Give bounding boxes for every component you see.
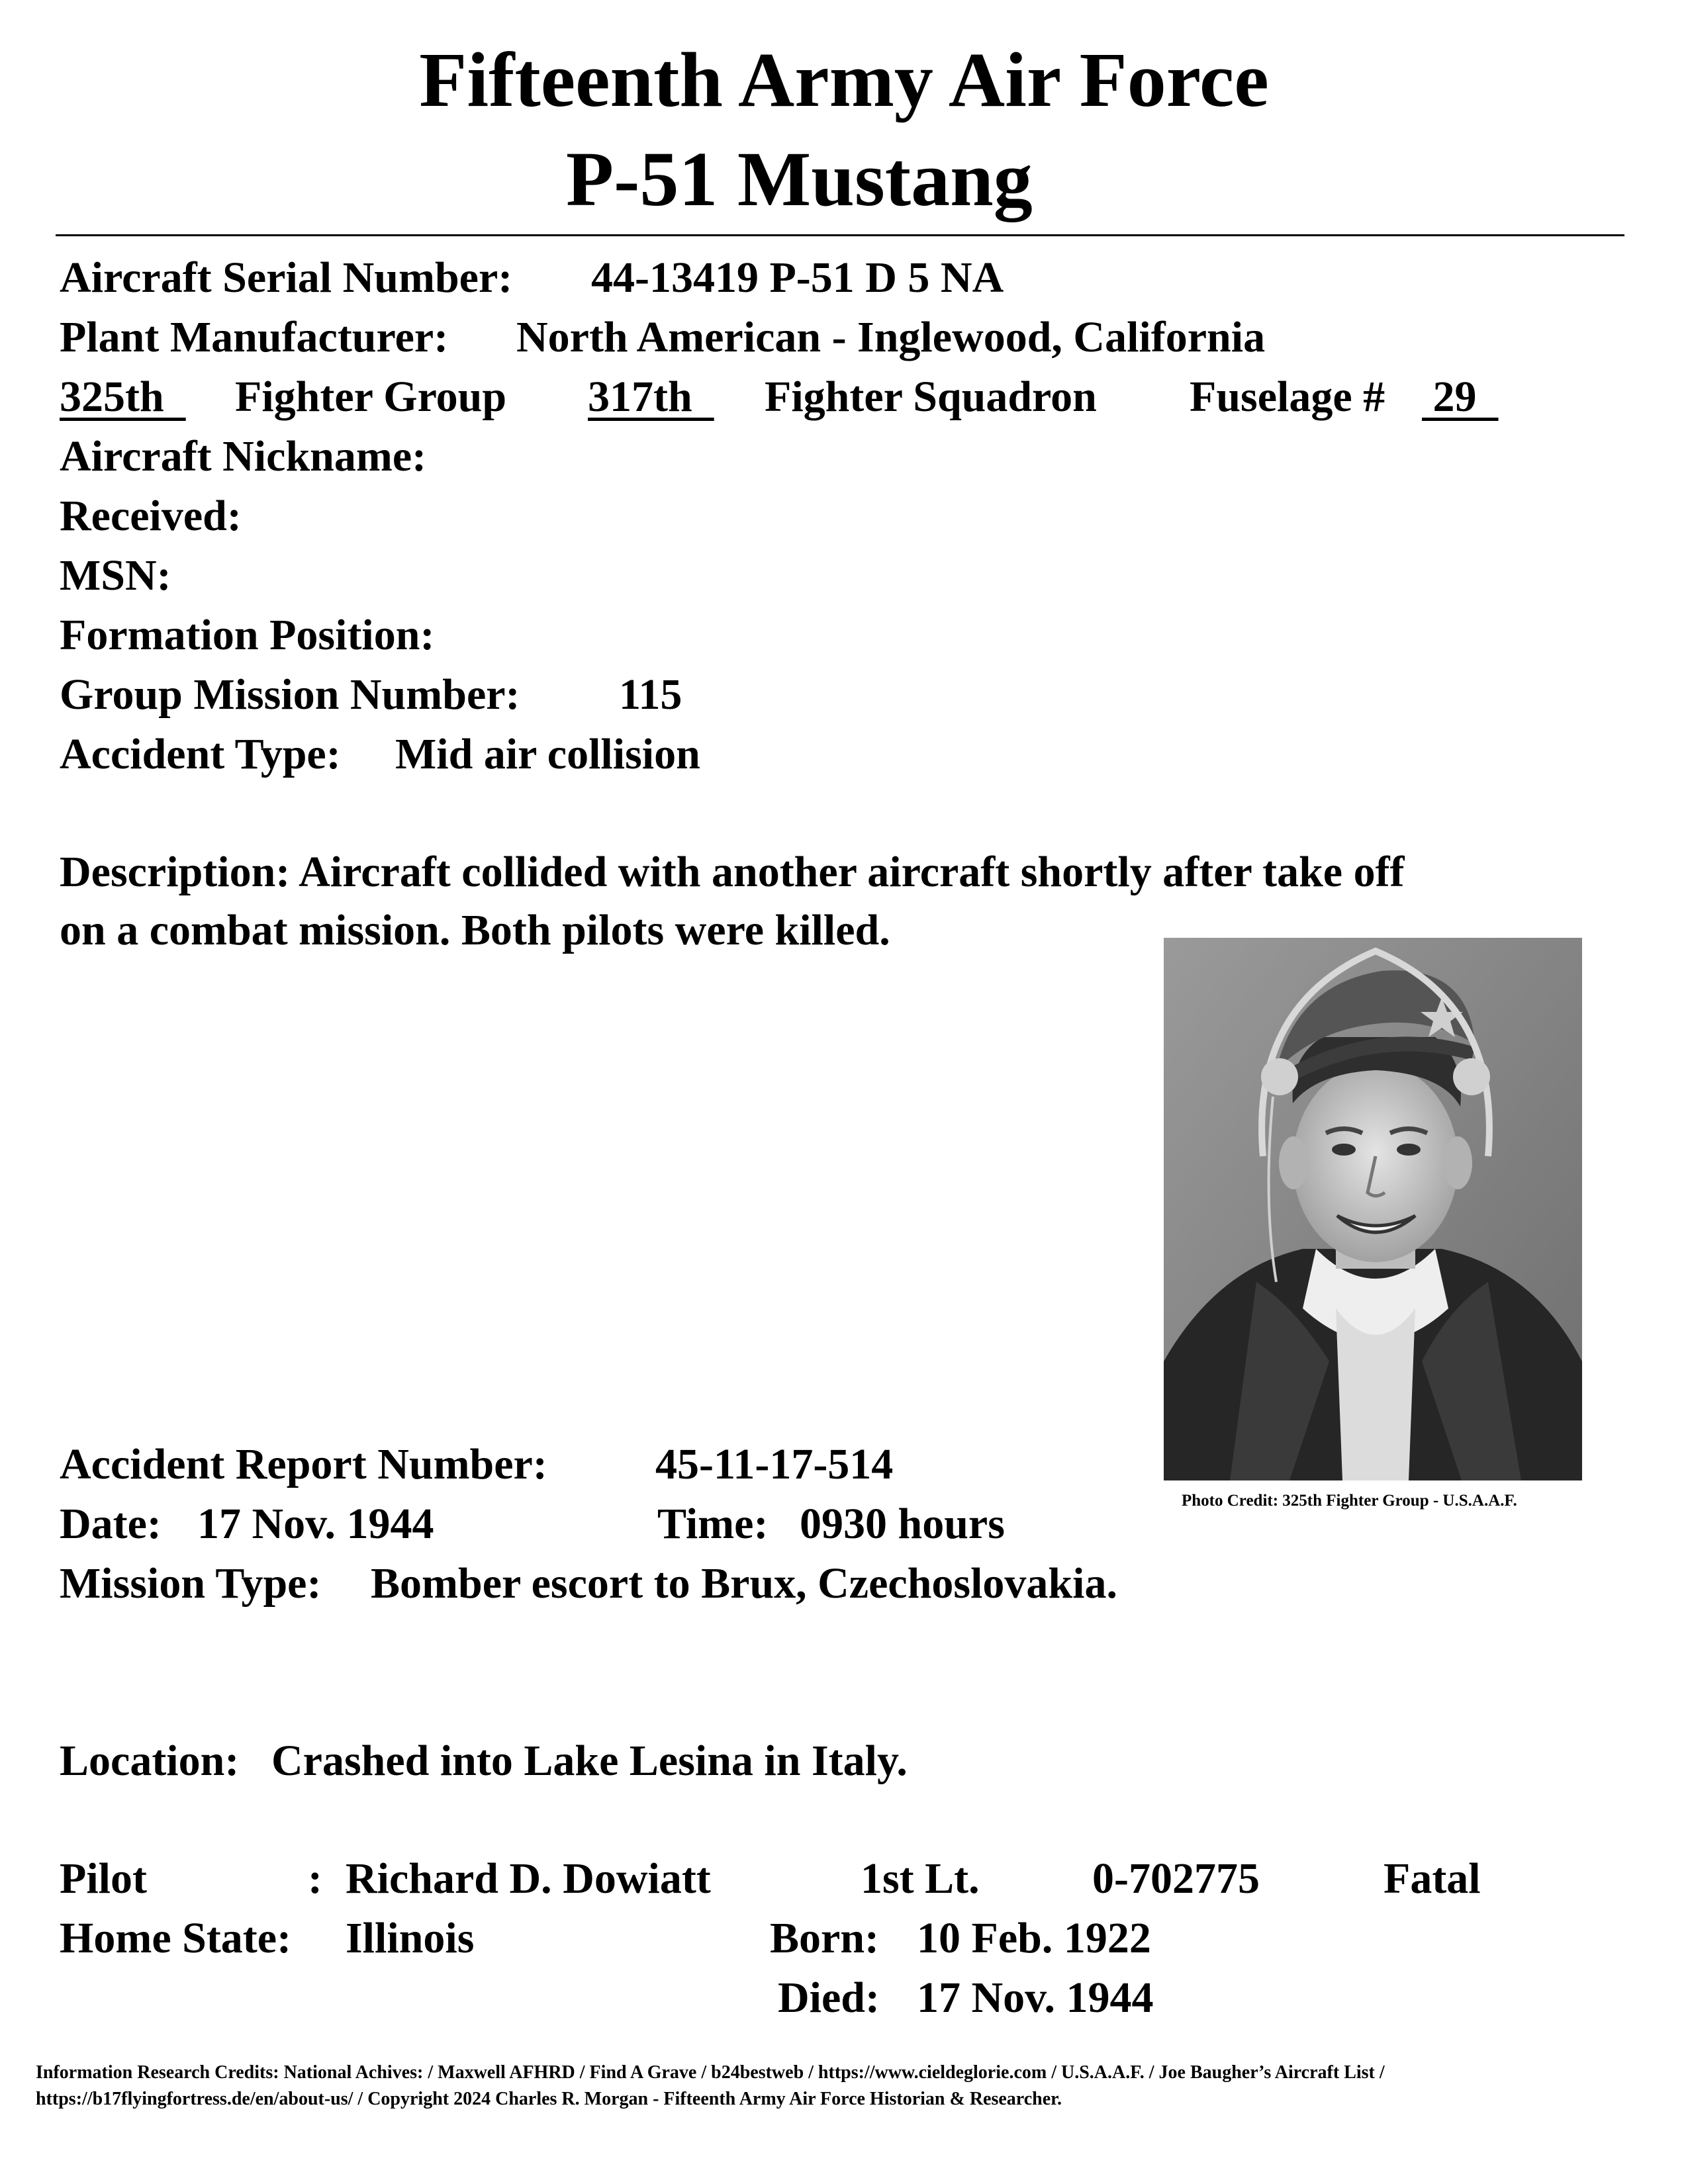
mission-number-label: Group Mission Number: [60,670,520,719]
pilot-rank: 1st Lt. [861,1854,980,1903]
description-line2: on a combat mission. Both pilots were killed. [60,906,890,954]
received-label: Received: [60,492,242,540]
photo-caption: Photo Credit: 325th Fighter Group - U.S.A.A.F. [1182,1492,1517,1510]
msn-label: MSN: [60,551,171,600]
home-state-value: Illinois [346,1914,475,1962]
description-line1 [60,850,1405,894]
manufacturer-label: Plant Manufacturer: [60,313,449,361]
formation-label: Formation Position: [60,611,435,659]
group-label: Fighter Group [235,373,507,421]
date-label: Date: [60,1500,162,1548]
nickname-label: Aircraft Nickname: [60,432,427,480]
serial-value: 44-13419 P-51 D 5 NA [591,253,1004,302]
credits-line-2: https://b17flyingfortress.de/en/about-us/ / Copyright 2024 Charles R. Morgan - Fifteenth Army Air Force Historian & Researcher. [36,2089,1062,2109]
home-state-label: Home State: [60,1914,292,1962]
squadron-label: Fighter Squadron [765,373,1097,421]
died-value: 17 Nov. 1944 [917,1974,1154,2022]
pilot-name: Richard D. Dowiatt [346,1854,711,1903]
serial-label: Aircraft Serial Number: [60,253,513,302]
date-value: 17 Nov. 1944 [197,1500,434,1548]
pilot-colon: : [308,1854,322,1903]
credits-line-1: Information Research Credits: National Achives: / Maxwell AFHRD / Find A Grave / b24bestweb / https://www.cieldeglorie.com / U.S.A.A.F. / Joe Baugher’s Aircraft List / [36,2062,1385,2083]
time-label: Time: [657,1500,769,1548]
manufacturer-value: North American - Inglewood, California [516,313,1266,361]
pilot-status: Fatal [1383,1854,1481,1903]
accident-type-value: Mid air collision [395,730,700,778]
mission-type-value: Bomber escort to Brux, Czechoslovakia. [371,1559,1117,1608]
born-value: 10 Feb. 1922 [917,1914,1151,1962]
page-title: Fifteenth Army Air Force [419,36,1269,123]
location-value: Crashed into Lake Lesina in Italy. [271,1737,908,1785]
mission-number-value: 115 [619,670,682,719]
fuselage-label: Fuselage # [1190,373,1385,421]
squadron-value: 317th [588,373,714,421]
fuselage-value: 29 [1422,373,1499,421]
pilot-serial: 0-702775 [1092,1854,1260,1903]
page-subtitle: P-51 Mustang [566,136,1033,222]
died-label: Died: [778,1974,880,2022]
description-label: Description: [60,848,291,896]
location-label: Location: [60,1737,240,1785]
born-label: Born: [770,1914,879,1962]
mission-type-label: Mission Type: [60,1559,322,1608]
header-divider [56,234,1624,236]
pilot-portrait-image [1164,938,1582,1480]
description-text-1: Aircraft collided with another aircraft shortly after take off [299,848,1405,896]
pilot-photo [1164,938,1582,1480]
time-value: 0930 hours [800,1500,1005,1548]
group-value: 325th [60,373,186,421]
report-number-label: Accident Report Number: [60,1440,547,1488]
report-number-value: 45-11-17-514 [655,1440,894,1488]
accident-type-label: Accident Type: [60,730,341,778]
pilot-label: Pilot [60,1854,147,1903]
